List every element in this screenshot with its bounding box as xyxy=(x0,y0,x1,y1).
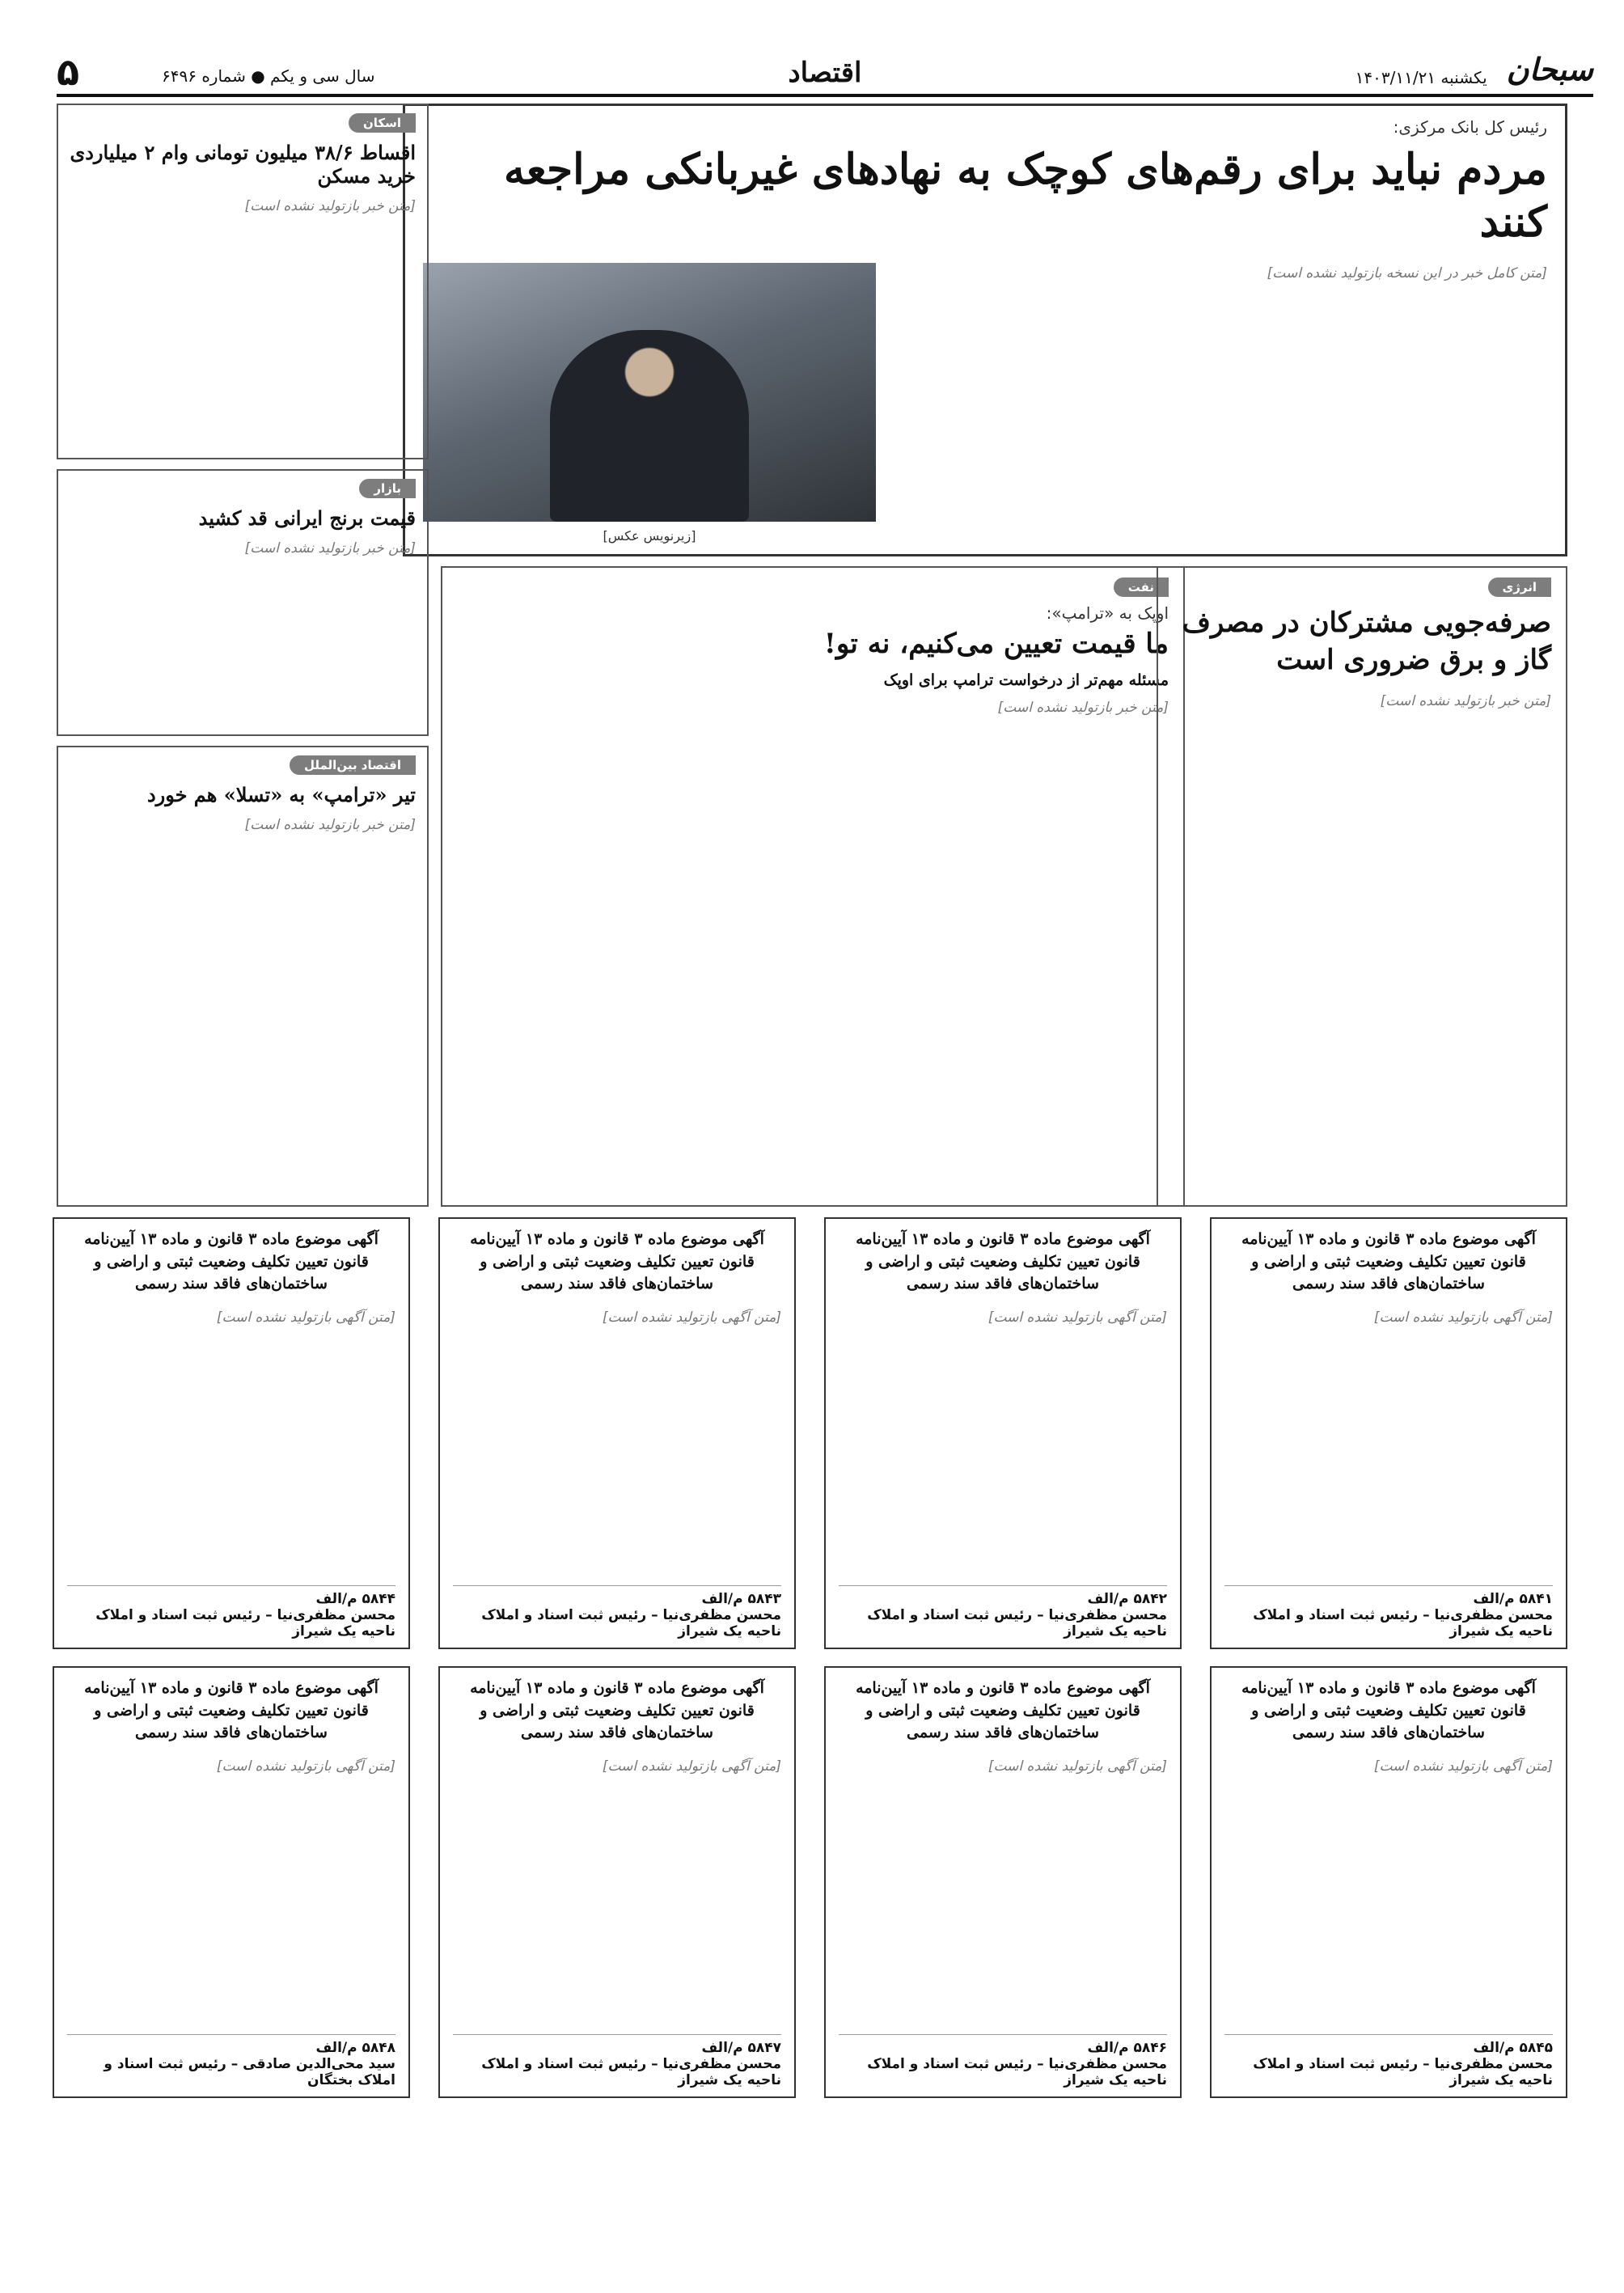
intl-story xyxy=(57,746,429,1207)
lead-kicker: رئیس کل بانک مرکزی: xyxy=(1393,117,1547,137)
oil-body: [متن خبر بازتولید نشده است] xyxy=(997,700,1169,716)
issue-date: یکشنبه ۱۴۰۳/۱۱/۲۱ xyxy=(1355,68,1487,87)
ad-body: [متن آگهی بازتولید نشده است] xyxy=(216,1309,395,1326)
ad-signer: محسن مظفری‌نیا – رئیس ثبت اسناد و املاک ناحیه یک شیراز xyxy=(95,1607,395,1639)
legal-ad xyxy=(53,1666,410,2098)
speaker-figure xyxy=(550,330,749,522)
ad-code: ۵۸۴۴ م/الف xyxy=(315,1591,395,1607)
lead-story xyxy=(403,104,1567,556)
housing-headline: اقساط ۳۸/۶ میلیون تومانی وام ۲ میلیاردی خرید مسکن xyxy=(70,141,416,188)
market-tag: بازار xyxy=(359,479,416,498)
ad-title: آگهی موضوع ماده ۳ قانون و ماده ۱۳ آیین‌نامه قانون تعیین تکلیف وضعیت ثبتی و اراضی و ساختمان‌های فاقد سند رسمی xyxy=(1241,1230,1536,1293)
ad-signature xyxy=(1224,1585,1553,1639)
ad-code: ۵۸۴۷ م/الف xyxy=(701,2040,781,2056)
legal-ad xyxy=(53,1217,410,1649)
ad-signer: محسن مظفری‌نیا – رئیس ثبت اسناد و املاک ناحیه یک شیراز xyxy=(1253,1607,1553,1639)
lead-photo xyxy=(423,263,876,522)
legal-ad xyxy=(438,1217,796,1649)
energy-tag: انرژی xyxy=(1488,577,1552,597)
ad-signature xyxy=(839,1585,1167,1639)
intl-headline: تیر «ترامپ» به «تسلا» هم خورد xyxy=(146,783,416,806)
ad-signature xyxy=(453,1585,781,1639)
legal-ad xyxy=(1210,1666,1567,2098)
market-headline: قیمت برنج ایرانی قد کشید xyxy=(198,506,416,530)
ad-code: ۵۸۴۱ م/الف xyxy=(1473,1591,1553,1607)
ad-title: آگهی موضوع ماده ۳ قانون و ماده ۱۳ آیین‌نامه قانون تعیین تکلیف وضعیت ثبتی و اراضی و ساختمان‌های فاقد سند رسمی xyxy=(84,1230,379,1293)
oil-tag: نفت xyxy=(1114,577,1169,597)
ad-body: [متن آگهی بازتولید نشده است] xyxy=(602,1758,781,1775)
market-story xyxy=(57,469,429,736)
ad-signer: محسن مظفری‌نیا – رئیس ثبت اسناد و املاک ناحیه یک شیراز xyxy=(1253,2056,1553,2088)
ad-signer: محسن مظفری‌نیا – رئیس ثبت اسناد و املاک ناحیه یک شیراز xyxy=(867,1607,1167,1639)
housing-tag: اسکان xyxy=(349,113,416,133)
oil-story xyxy=(441,566,1185,1207)
ad-signer: سید محی‌الدین صادقی – رئیس ثبت اسناد و املاک بختگان xyxy=(104,2056,395,2088)
ad-signature xyxy=(1224,2034,1553,2088)
legal-ad xyxy=(824,1217,1182,1649)
ad-signer: محسن مظفری‌نیا – رئیس ثبت اسناد و املاک ناحیه یک شیراز xyxy=(867,2056,1167,2088)
ad-signature xyxy=(67,2034,395,2088)
ad-signer: محسن مظفری‌نیا – رئیس ثبت اسناد و املاک ناحیه یک شیراز xyxy=(481,2056,781,2088)
ad-code: ۵۸۴۸ م/الف xyxy=(315,2040,395,2056)
ad-signature xyxy=(839,2034,1167,2088)
ad-title: آگهی موضوع ماده ۳ قانون و ماده ۱۳ آیین‌نامه قانون تعیین تکلیف وضعیت ثبتی و اراضی و ساختمان‌های فاقد سند رسمی xyxy=(470,1679,764,1742)
energy-story xyxy=(1157,566,1567,1207)
ad-code: ۵۸۴۲ م/الف xyxy=(1087,1591,1167,1607)
energy-body: [متن خبر بازتولید نشده است] xyxy=(1380,692,1551,709)
ad-title: آگهی موضوع ماده ۳ قانون و ماده ۱۳ آیین‌نامه قانون تعیین تکلیف وضعیت ثبتی و اراضی و ساختمان‌های فاقد سند رسمی xyxy=(856,1230,1150,1293)
ad-body: [متن آگهی بازتولید نشده است] xyxy=(1373,1309,1553,1326)
intl-body: [متن خبر بازتولید نشده است] xyxy=(244,817,416,833)
ad-title: آگهی موضوع ماده ۳ قانون و ماده ۱۳ آیین‌نامه قانون تعیین تکلیف وضعیت ثبتی و اراضی و ساختمان‌های فاقد سند رسمی xyxy=(1241,1679,1536,1742)
ad-code: ۵۸۴۵ م/الف xyxy=(1473,2040,1553,2056)
housing-body: [متن خبر بازتولید نشده است] xyxy=(244,198,416,214)
legal-ad xyxy=(824,1666,1182,2098)
lead-body: [متن کامل خبر در این نسخه بازتولید نشده است] xyxy=(1267,265,1547,281)
section-title: اقتصاد xyxy=(788,57,862,89)
ad-title: آگهی موضوع ماده ۳ قانون و ماده ۱۳ آیین‌نامه قانون تعیین تکلیف وضعیت ثبتی و اراضی و ساختمان‌های فاقد سند رسمی xyxy=(470,1230,764,1293)
newspaper-logo: سبحان xyxy=(1506,51,1593,87)
ad-code: ۵۸۴۶ م/الف xyxy=(1087,2040,1167,2056)
legal-ad xyxy=(438,1666,796,2098)
oil-subhead: مسئله مهم‌تر از درخواست ترامپ برای اوپک xyxy=(883,671,1169,689)
masthead xyxy=(57,40,1593,97)
legal-ad xyxy=(1210,1217,1567,1649)
housing-story xyxy=(57,104,429,459)
lead-headline: مردم نباید برای رقم‌های کوچک به نهادهای غیربانکی مراجعه کنند xyxy=(504,145,1547,247)
ad-signer: محسن مظفری‌نیا – رئیس ثبت اسناد و املاک ناحیه یک شیراز xyxy=(481,1607,781,1639)
ad-body: [متن آگهی بازتولید نشده است] xyxy=(602,1309,781,1326)
ad-body: [متن آگهی بازتولید نشده است] xyxy=(988,1758,1167,1775)
ad-signature xyxy=(453,2034,781,2088)
ad-body: [متن آگهی بازتولید نشده است] xyxy=(988,1309,1167,1326)
lead-photo-caption: [زیرنویس عکس] xyxy=(603,528,696,544)
oil-kicker: اوپک به «ترامپ»: xyxy=(1046,603,1169,623)
ad-body: [متن آگهی بازتولید نشده است] xyxy=(1373,1758,1553,1775)
oil-headline: ما قیمت تعیین می‌کنیم، نه تو! xyxy=(823,628,1169,660)
ad-title: آگهی موضوع ماده ۳ قانون و ماده ۱۳ آیین‌نامه قانون تعیین تکلیف وضعیت ثبتی و اراضی و ساختمان‌های فاقد سند رسمی xyxy=(856,1679,1150,1742)
energy-headline: صرفه‌جویی مشترکان در مصرف گاز و برق ضروری است xyxy=(1182,607,1551,676)
issue-meta: سال سی و یکم ● شماره ۶۴۹۶ xyxy=(162,66,375,86)
ad-signature xyxy=(67,1585,395,1639)
page-number: ۵ xyxy=(57,50,80,94)
ad-title: آگهی موضوع ماده ۳ قانون و ماده ۱۳ آیین‌نامه قانون تعیین تکلیف وضعیت ثبتی و اراضی و ساختمان‌های فاقد سند رسمی xyxy=(84,1679,379,1742)
ad-code: ۵۸۴۳ م/الف xyxy=(701,1591,781,1607)
intl-tag: اقتصاد بین‌الملل xyxy=(290,755,416,775)
market-body: [متن خبر بازتولید نشده است] xyxy=(244,540,416,556)
ad-body: [متن آگهی بازتولید نشده است] xyxy=(216,1758,395,1775)
